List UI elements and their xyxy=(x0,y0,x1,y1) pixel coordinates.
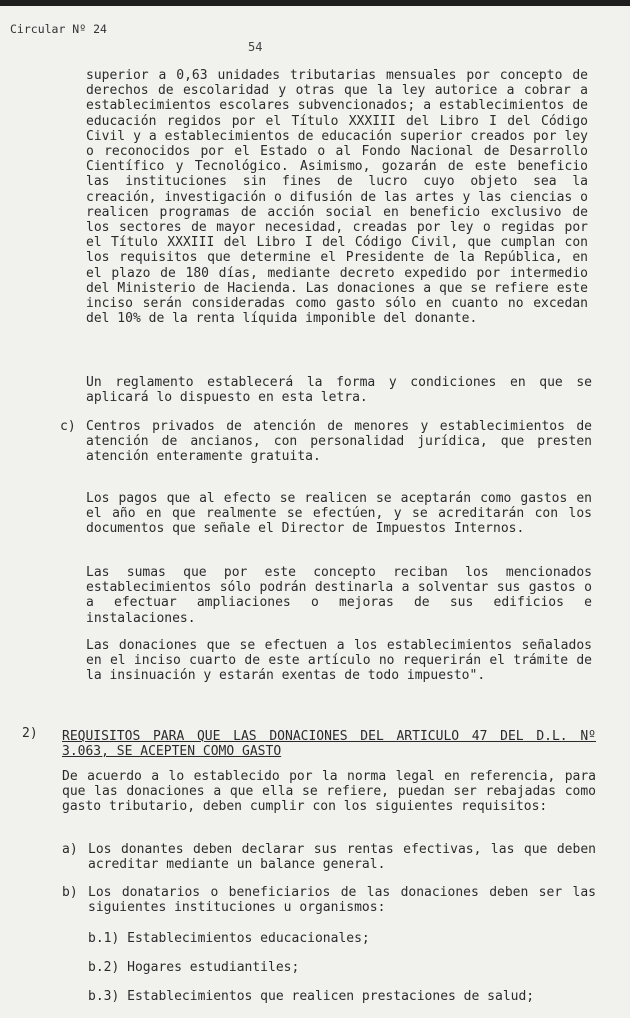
paragraph-donatarios: Los donatarios o beneficiarios de las donaciones deben ser las siguientes instituciones u organismos: xyxy=(88,885,596,916)
paragraph-donation-limits: superior a 0,63 unidades tributarias mensuales por concepto de derechos de escolaridad y otras que la ley autorice a cobrar a establecimientos escolares subvencionados; a establecimientos de educación regidos por el Título XXXIII del Libro I del Código Civil y a establecimientos de educación superior creados por ley o reconocidos por el Estado o al Fondo Nacional de Desarrollo Científico y Tecnológico. Asimismo, gozarán de este beneficio las instituciones sin fines de lucro cuyo objeto sea la creación, investigación o difusión de las artes y las ciencias o realicen programas de acción social en beneficio exclusivo de los sectores de mayor necesidad, creadas por ley o regidas por el Título XXXIII del Libro I del Código Civil, que cumplan con los requisitos que determine el Presidente de la República, en el plazo de 180 días, mediante decreto expedido por intermedio del Ministerio de Hacienda. Las donaciones a que se refiere este inciso serán consideradas como gasto sólo en cuanto no excedan del 10% de la renta líquida imponible del donante. xyxy=(86,68,588,327)
list-item-b1: b.1) Establecimientos educacionales; xyxy=(88,931,370,946)
list-item-b2: b.2) Hogares estudiantiles; xyxy=(88,960,300,975)
section-2-title: REQUISITOS PARA QUE LAS DONACIONES DEL ARTICULO 47 DEL D.L. Nº 3.063, SE ACEPTEN COMO GASTO xyxy=(62,729,596,760)
paragraph-pagos: Los pagos que al efecto se realicen se aceptarán como gastos en el año en que realmente se efectúen, y se acreditarán con los documentos que señale el Director de Impuestos Internos. xyxy=(86,491,592,537)
circular-header: Circular Nº 24 xyxy=(10,22,107,36)
paragraph-donantes: Los donantes deben declarar sus rentas efectivas, las que deben acreditar mediante un balance general. xyxy=(88,842,596,873)
paragraph-requisitos-intro: De acuerdo a lo establecido por la norma legal en referencia, para que las donaciones a que ella se refiere, puedan ser rebajadas como gasto tributario, deben cumplir con los siguientes requisitos: xyxy=(62,769,596,815)
list-item-b3: b.3) Establecimientos que realicen prestaciones de salud; xyxy=(88,989,535,1004)
item-b-label: b) xyxy=(62,885,78,900)
paragraph-donaciones-exentas: Las donaciones que se efectuen a los establecimientos señalados en el inciso cuarto de este artículo no requerirán el trámite de la insinuación y estarán exentas de todo impuesto". xyxy=(86,638,592,684)
item-a-label: a) xyxy=(62,842,78,857)
item-c-label: c) xyxy=(60,419,76,434)
paragraph-reglamento: Un reglamento establecerá la forma y condiciones en que se aplicará lo dispuesto en esta letra. xyxy=(86,375,592,406)
scan-top-border xyxy=(0,0,630,6)
paragraph-sumas: Las sumas que por este concepto reciban los mencionados establecimientos sólo podrán destinarla a solventar sus gastos o a efectuar ampliaciones o mejoras de sus edificios e instalaciones. xyxy=(86,565,592,626)
page-number: 54 xyxy=(248,40,263,54)
paragraph-centros-privados: Centros privados de atención de menores y establecimientos de atención de ancianos, con personalidad jurídica, que presten atención enteramente gratuita. xyxy=(86,419,592,465)
section-2-label: 2) xyxy=(22,726,38,741)
